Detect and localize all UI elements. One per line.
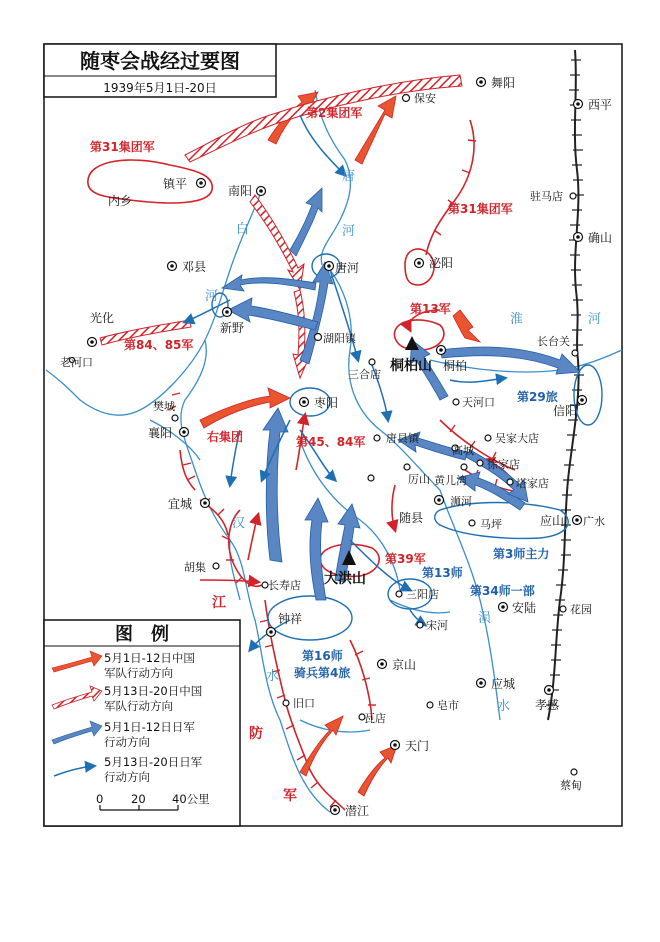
label-huyangzhen: 湖阳镇 — [323, 332, 356, 345]
label-tongbaishan: 桐柏山 — [390, 358, 432, 374]
label-b29: 第29旅 — [517, 390, 558, 404]
label-xinye: 新野 — [220, 321, 245, 335]
label-xiangyang: 襄阳 — [148, 426, 173, 440]
label-tianmen: 天门 — [405, 739, 430, 753]
label-biyang: 泌阳 — [429, 256, 454, 270]
label-huayuan: 花园 — [570, 603, 592, 616]
label-tianhekou: 天河口 — [462, 396, 495, 409]
label-wujiadian: 吴家大店 — [495, 432, 539, 445]
label-a39: 第39军 — [385, 552, 426, 566]
legend-item-3-line1: 5月1日-12日日军 — [104, 720, 195, 734]
label-cav4: 骑兵第4旅 — [294, 666, 351, 680]
label-tanghe-2: 河 — [342, 224, 356, 239]
label-xinyang: 信阳 — [553, 404, 578, 418]
label-a84: 第84、85军 — [124, 338, 194, 352]
label-laohekou: 老河口 — [60, 356, 93, 369]
label-suijiadian: 塔家店 — [516, 477, 549, 490]
label-anlu: 安陆 — [512, 601, 537, 615]
label-huaihe-1: 淮 — [510, 312, 524, 327]
label-huanshui: 浉河 — [450, 495, 472, 508]
scale-20: 20 — [131, 792, 146, 806]
label-xiaogan: 孝感 — [535, 698, 560, 712]
scale-0: 0 — [96, 792, 104, 806]
legend-item-2-line2: 军队行动方向 — [104, 699, 173, 713]
legend-item-2-line1: 5月13日-20日中国 — [104, 684, 203, 698]
label-gaocheng: 高城 — [452, 444, 474, 457]
map-subtitle: 1939年5月1日-20日 — [103, 81, 217, 95]
legend-item-4-line2: 行动方向 — [104, 770, 150, 784]
label-wuyang: 舞阳 — [491, 76, 516, 90]
legend-heading: 图 例 — [115, 624, 169, 645]
label-yicheng: 宜城 — [168, 497, 193, 511]
label-changshougang: 长寿店 — [268, 579, 301, 592]
label-guanghua: 光化 — [90, 311, 115, 325]
label-guangshui: 广水 — [583, 515, 605, 528]
label-sanyangdian: 三阳店 — [406, 588, 439, 601]
label-xujiadian: 徐家店 — [487, 458, 520, 471]
label-d3: 第3师主力 — [493, 547, 550, 561]
label-yunshui-1: 涢 — [478, 611, 492, 626]
label-jiangfangjun-3: 军 — [283, 788, 297, 804]
label-hanshui-1: 汉 — [232, 516, 246, 531]
label-a45: 第45、84军 — [296, 435, 366, 449]
label-dengxian: 邓县 — [182, 260, 207, 274]
label-yunshui-2: 水 — [497, 699, 511, 714]
legend-item-1-line2: 军队行动方向 — [104, 666, 173, 680]
label-lishan: 厉山 — [408, 473, 430, 486]
legend-box — [44, 620, 240, 826]
label-nanyang: 南阳 — [228, 184, 253, 198]
title-box — [44, 44, 276, 97]
label-g31a: 第31集团军 — [90, 140, 155, 154]
label-jiangfangjun-1: 江 — [212, 595, 226, 611]
label-jiukou: 旧口 — [293, 697, 315, 710]
label-baoan: 保安 — [414, 92, 436, 105]
label-yingcheng: 应城 — [491, 677, 516, 691]
label-g2: 第2集团军 — [306, 106, 363, 120]
label-neixiang: 内乡 — [108, 194, 133, 208]
label-jiangfangjun-2: 防 — [249, 726, 263, 742]
label-sanhedian: 三合店 — [348, 368, 381, 381]
label-yingshan: 应山 — [540, 514, 565, 528]
map-title: 随枣会战经过要图 — [80, 49, 240, 73]
label-baihe-2: 河 — [205, 289, 219, 304]
label-qianjiang: 潜江 — [345, 804, 370, 818]
label-jingshan: 京山 — [392, 658, 417, 672]
label-tangxianzhen: 唐县镇 — [386, 432, 419, 445]
label-huaihe-2: 河 — [588, 312, 602, 327]
label-suixian: 随县 — [399, 511, 424, 525]
label-changtaiguan: 长台关 — [537, 335, 570, 348]
label-d16: 第16师 — [302, 649, 343, 663]
label-tanghe: 唐河 — [335, 261, 360, 275]
label-d34: 第34师一部 — [470, 584, 535, 598]
scale-40: 40公里 — [172, 792, 210, 806]
label-a13: 第13军 — [410, 302, 451, 316]
label-baihe-1: 白 — [236, 222, 250, 237]
label-huji: 胡集 — [184, 561, 206, 574]
label-zaoshi: 皂市 — [437, 699, 459, 712]
label-tongbai: 桐柏 — [443, 359, 468, 373]
label-hanshui-2: 水 — [266, 669, 280, 684]
label-xiaoping: 马坪 — [480, 518, 502, 531]
label-wadian: 瓦店 — [364, 712, 386, 725]
label-huanerwan: 黄儿湾 — [434, 474, 467, 487]
label-songhe: 宋河 — [426, 619, 448, 632]
label-zhongxiang: 钟祥 — [278, 612, 303, 626]
label-zaoyang: 枣阳 — [314, 396, 339, 410]
label-zhumadian: 驻马店 — [530, 190, 563, 203]
label-dahongshan: 大洪山 — [324, 571, 366, 587]
label-zhenping: 镇平 — [163, 177, 188, 191]
label-d13: 第13师 — [422, 566, 463, 580]
label-tanghe-1: 唐 — [342, 169, 356, 184]
label-right: 右集团 — [207, 430, 244, 444]
label-xiping: 西平 — [588, 98, 613, 112]
label-queshan: 确山 — [588, 231, 613, 245]
legend-item-1-line1: 5月1日-12日中国 — [104, 651, 195, 665]
label-fancheng: 樊城 — [153, 400, 175, 413]
label-caidian: 蔡甸 — [560, 779, 582, 792]
legend-item-3-line2: 行动方向 — [104, 735, 150, 749]
legend-item-4-line1: 5月13日-20日日军 — [104, 755, 203, 769]
label-g31b: 第31集团军 — [448, 202, 513, 216]
